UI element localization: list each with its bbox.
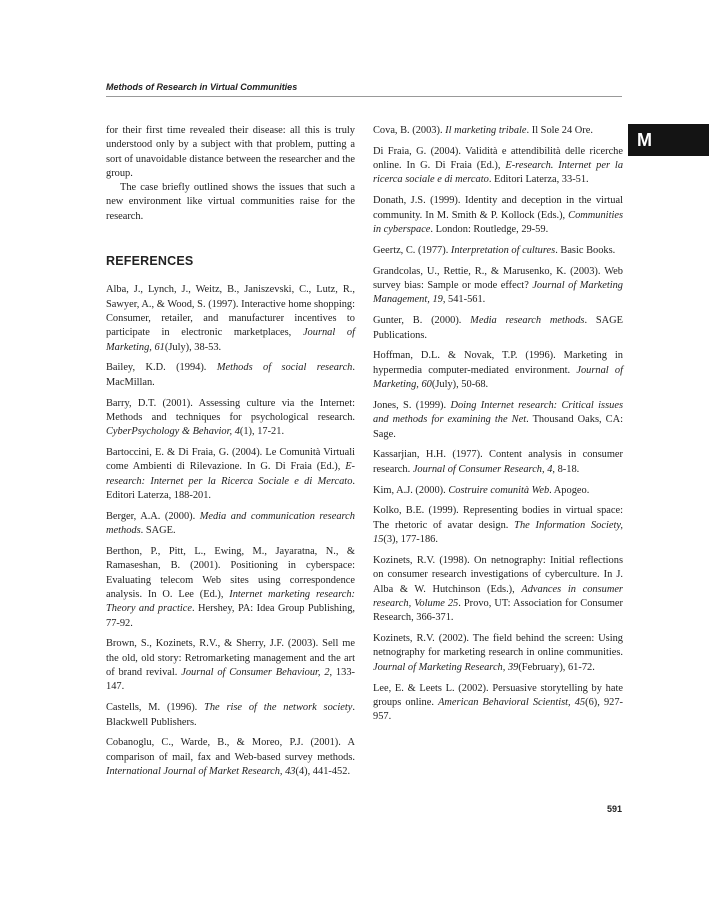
reference-details: . Hershey, PA: Idea Group Publishing, 77-92. [106, 603, 355, 629]
reference-details: , 133-147. [106, 667, 355, 693]
reference-text: Cova, B. (2003). [373, 125, 446, 136]
reference-entry [106, 637, 355, 694]
reference-details: , 541-561. [442, 294, 486, 306]
reference-text: Cobanoglu, C., Warde, B., & Moreo, P.J. (2001). A comparison of mail, fax and Web-based survey methods. [106, 737, 355, 763]
reference-text: Bartoccini, E. & Di Fraia, G. (2004). Le Comunità Virtuali come Ambienti di Rilevazione. In G. Di Fraia (Ed.), [106, 447, 355, 473]
reference-entry [106, 361, 355, 390]
reference-details: . Apogeo. [549, 484, 590, 496]
reference-details: . SAGE. [140, 525, 176, 537]
reference-details: . MacMillan. [106, 362, 355, 388]
reference-entry [373, 244, 623, 258]
reference-entry [373, 682, 623, 725]
reference-title: Journal of Marketing, 61 [106, 327, 356, 353]
reference-title: Advances in consumer research, Volume 25 [373, 583, 623, 609]
references-list-left [106, 283, 355, 779]
reference-details: (6), 927-957. [373, 696, 623, 723]
reference-text: Berger, A.A. (2000). [106, 510, 200, 522]
reference-details: . Provo, UT: Association for Consumer Research, 366-371. [373, 597, 624, 624]
reference-details: (February), 61-72. [518, 661, 595, 673]
reference-details: , 8-18. [552, 463, 580, 475]
reference-title: Doing Internet research: Critical issues and methods for examining the Net [373, 399, 623, 426]
reference-title: International Journal of Market Research, 43 [106, 766, 296, 778]
reference-title: Costruire comunità Web [448, 484, 550, 496]
reference-entry [373, 632, 623, 675]
reference-entry [373, 504, 623, 547]
reference-entry [373, 484, 623, 498]
reference-title: The Information Society, 15 [373, 519, 624, 546]
reference-entry [106, 510, 355, 539]
reference-text: Kim, A.J. (2000). [373, 484, 449, 496]
reference-title: E-research: Internet per la Ricerca Sociale e di Mercato [106, 461, 355, 487]
reference-text: Berthon, P., Pitt, L., Ewing, M., Jayaratna, N., & Ramaseshan, B. (2001). Positioning in cyberspace: Evaluating telecom Web sites using correspondence analysis. In O. Lee (Ed.), [106, 546, 355, 600]
reference-text: Kozinets, R.V. (1998). On netnography: Initial reflections on consumer research investigations of cyberculture. In J. Alba & W. Hutchinson (Eds.), [373, 554, 623, 595]
reference-entry [106, 736, 355, 779]
reference-text: Hoffman, D.L. & Novak, T.P. (1996). Marketing in hypermedia computer-mediated environment. [373, 350, 623, 376]
reference-details: . Editori Laterza, 33-51. [488, 174, 589, 186]
reference-title: Media research methods [470, 315, 585, 327]
reference-entry [373, 124, 623, 138]
references-heading: REFERENCES [106, 254, 194, 269]
reference-entry [106, 545, 355, 631]
reference-title: Journal of Consumer Behaviour, 2 [181, 667, 330, 679]
reference-text: Geertz, C. (1977). [373, 244, 451, 256]
reference-details: . Thousand Oaks, CA: Sage. [373, 414, 623, 440]
reference-entry [373, 265, 623, 308]
reference-text: Barry, D.T. (2001). Assessing culture via the Internet: Methods and techniques for psychological research. [106, 397, 355, 423]
reference-title: Interpretation of cultures [450, 244, 556, 256]
reference-title: CyberPsychology & Behavior, 4 [106, 426, 240, 438]
reference-title: Media and communication research methods [106, 510, 355, 537]
reference-title: Journal of Marketing Management, 19 [373, 280, 624, 306]
reference-entry [106, 701, 355, 730]
reference-title: Journal of Marketing Research, 39 [373, 661, 519, 673]
reference-details: . London: Routledge, 29-59. [430, 223, 549, 235]
reference-title: E-research. Internet per la ricerca sociale e di mercato [373, 160, 624, 186]
reference-text: Donath, J.S. (1999). Identity and deception in the virtual community. In M. Smith & P. Kollock (Eds.), [373, 195, 623, 221]
reference-details: . Basic Books. [555, 244, 616, 256]
reference-details: (July), 38-53. [164, 341, 222, 353]
reference-entry [373, 194, 623, 237]
running-header: Methods of Research in Virtual Communities [106, 82, 298, 92]
reference-entry [373, 145, 623, 188]
reference-details: (3), 177-186. [383, 534, 438, 546]
reference-entry [373, 448, 623, 477]
section-letter-tab: M [628, 124, 709, 156]
header-rule [106, 96, 622, 97]
reference-details: . SAGE Publications. [373, 315, 623, 341]
body-paragraph: for their first time revealed their disease: all this is truly understood only by a subject with that problem, putting a sort of unavoidable distance between the researcher and the group. [106, 125, 355, 179]
right-column [373, 124, 623, 731]
reference-details: . Blackwell Publishers. [106, 702, 355, 728]
reference-text: Gunter, B. (2000). [373, 315, 471, 327]
reference-entry [373, 349, 623, 392]
body-paragraph: The case briefly outlined shows the issues that such a new environment like virtual communities raise for the research. [106, 182, 355, 222]
reference-text: Alba, J., Lynch, J., Weitz, B., Janiszevski, C., Lutz, R., Sawyer, A., & Wood, S. (1997). Interactive home shopping: Consumer, retailer, and manufacturer incentives to participate in electronic marketplaces, [106, 284, 355, 339]
reference-title: American Behavioral Scientist, 45 [438, 696, 586, 708]
left-column [106, 124, 355, 786]
reference-text: Bailey, K.D. (1994). [106, 362, 217, 374]
reference-details: (1), 17-21. [239, 426, 285, 438]
reference-entry [373, 399, 623, 442]
reference-text: Kozinets, R.V. (2002). The field behind the screen: Using netnography for marketing research in online communities. [373, 633, 623, 659]
reference-title: Journal of Marketing, 60 [373, 364, 623, 391]
reference-details: . Il Sole 24 Ore. [526, 125, 593, 136]
reference-text: Brown, S., Kozinets, R.V., & Sherry, J.F. (2003). Sell me the old, old story: Retromarketing management and the art of brand revival. [106, 638, 355, 679]
reference-title: Journal of Consumer Research, 4 [412, 463, 553, 475]
reference-details: (4), 441-452. [295, 766, 351, 778]
reference-text: Lee, E. & Leets L. (2002). Persuasive storytelling by hate groups online. [373, 682, 623, 708]
reference-text: Kassarjian, H.H. (1977). Content analysis in consumer research. [373, 449, 623, 475]
reference-text: Grandcolas, U., Rettie, R., & Marusenko, K. (2003). Web survey bias: Sample or mode effect? [373, 265, 623, 292]
reference-text: Castells, M. (1996). [106, 702, 205, 714]
reference-title: Methods of social research [216, 362, 353, 374]
reference-entry [373, 314, 623, 343]
reference-text: Kolko, B.E. (1999). Representing bodies in virtual space: The rhetoric of avatar design. [373, 505, 623, 531]
references-list-right [373, 124, 623, 724]
reference-entry [373, 554, 623, 625]
reference-text: Jones, S. (1999). [373, 399, 451, 411]
reference-entry [106, 397, 355, 440]
reference-details: (July), 50-68. [431, 379, 489, 391]
reference-title: The rise of the network society [204, 702, 353, 714]
page-number: 591 [607, 804, 623, 814]
reference-entry [106, 446, 355, 503]
reference-entry [106, 283, 355, 354]
reference-title: Internet marketing research: Theory and practice [106, 588, 356, 615]
reference-text: Di Fraia, G. (2004). Validità e attendibilità delle ricerche online. In G. Di Fraia (Ed.), [373, 145, 623, 172]
reference-title: Il marketing tribale [445, 125, 527, 136]
reference-title: Communities in cyberspace [373, 209, 623, 235]
reference-details: . Editori Laterza, 188-201. [106, 475, 355, 502]
